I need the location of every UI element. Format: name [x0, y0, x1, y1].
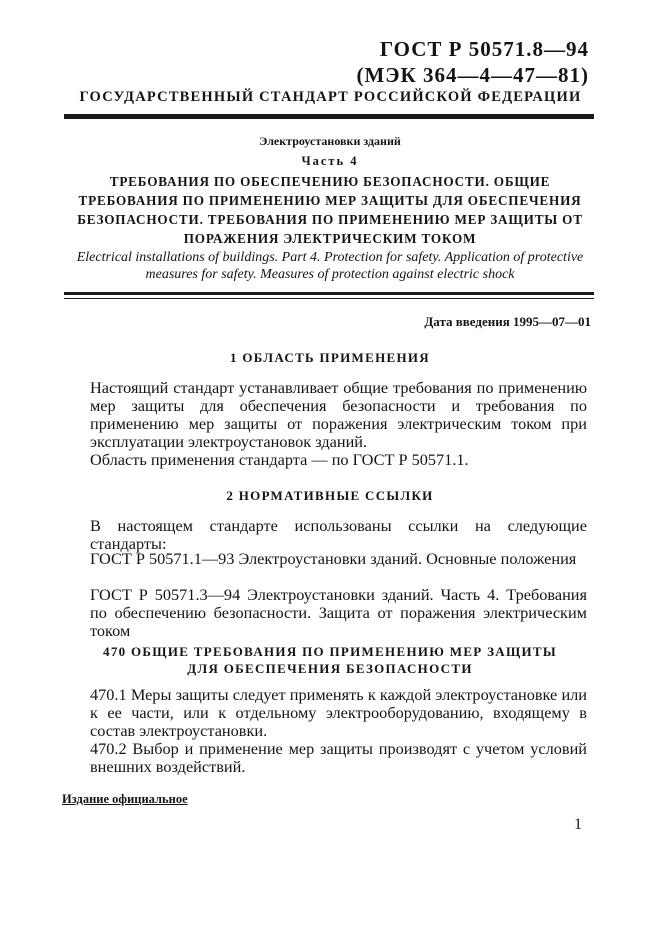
section-2-paragraph-1-text: В настоящем стандарте использованы ссылки на следующие стандарты:	[90, 516, 587, 553]
section-2-reference-2-text: ГОСТ Р 50571.3—94 Электроустановки зданий. Часть 4. Требования по обеспечению безопасности. Защита от поражения электрическим током	[90, 585, 587, 640]
section-470-heading-line-1: 470 ОБЩИЕ ТРЕБОВАНИЯ ПО ПРИМЕНЕНИЮ МЕР ЗАЩИТЫ	[103, 644, 557, 659]
standard-subject: Электроустановки зданий	[259, 134, 401, 148]
iec-number: (МЭК 364—4—47—81)	[356, 63, 589, 87]
english-title: Electrical installations of buildings. Part 4. Protection for safety. Application of protective measures for safety. Measures of protection against electric shock	[76, 250, 584, 282]
section-470-paragraph-1	[90, 686, 587, 740]
section-470-paragraph-1-text: 470.1 Меры защиты следует применять к каждой электроустановке или к ее части, или к отдельному электрооборудованию, входящему в состав электроустановки.	[90, 685, 587, 740]
header-rule	[64, 114, 594, 119]
section-1-paragraph-1	[90, 379, 587, 451]
section-1-paragraph-2	[90, 451, 587, 469]
section-1-paragraph-1-text: Настоящий стандарт устанавливает общие требования по применению мер защиты для обеспечения безопасности и требования по применению мер защиты от поражения электрическим током при эксплуатации электроустановок зданий.	[90, 378, 587, 451]
section-1-heading: 1 ОБЛАСТЬ ПРИМЕНЕНИЯ	[230, 350, 430, 365]
section-1-paragraph-2-text: Область применения стандарта — по ГОСТ Р 50571.1.	[90, 450, 469, 469]
page-number: 1	[574, 816, 582, 833]
standard-part: Часть 4	[301, 154, 359, 168]
title-rule-thick	[64, 292, 594, 295]
section-2-paragraph-1	[90, 517, 587, 553]
section-470-heading-line-2: ДЛЯ ОБЕСПЕЧЕНИЯ БЕЗОПАСНОСТИ	[187, 661, 473, 676]
edition-note: Издание официальное	[62, 792, 188, 806]
section-2-reference-1-text: ГОСТ Р 50571.1—93 Электроустановки зданий. Основные положения	[90, 549, 577, 568]
section-470-paragraph-2-text: 470.2 Выбор и применение мер защиты производят с учетом условий внешних воздействий.	[90, 739, 587, 776]
state-standard-title: ГОСУДАРСТВЕННЫЙ СТАНДАРТ РОССИЙСКОЙ ФЕДЕРАЦИИ	[79, 89, 582, 105]
section-2-reference-2	[90, 586, 587, 640]
document-code	[356, 36, 589, 88]
title-rule-thin	[64, 298, 594, 299]
section-470-paragraph-2	[90, 740, 587, 776]
section-2-reference-1	[90, 550, 587, 568]
standard-title: ТРЕБОВАНИЯ ПО ОБЕСПЕЧЕНИЮ БЕЗОПАСНОСТИ. ОБЩИЕ ТРЕБОВАНИЯ ПО ПРИМЕНЕНИЮ МЕР ЗАЩИТЫ ДЛЯ ОБЕСПЕЧЕНИЯ БЕЗОПАСНОСТИ. ТРЕБОВАНИЯ ПО ПРИМЕНЕНИЮ МЕР ЗАЩИТЫ ОТ ПОРАЖЕНИЯ ЭЛЕКТРИЧЕСКИМ ТОКОМ	[77, 174, 583, 246]
gost-number: ГОСТ Р 50571.8—94	[379, 37, 589, 61]
section-2-heading: 2 НОРМАТИВНЫЕ ССЫЛКИ	[226, 488, 434, 503]
introduction-date: Дата введения 1995—07—01	[424, 314, 591, 329]
